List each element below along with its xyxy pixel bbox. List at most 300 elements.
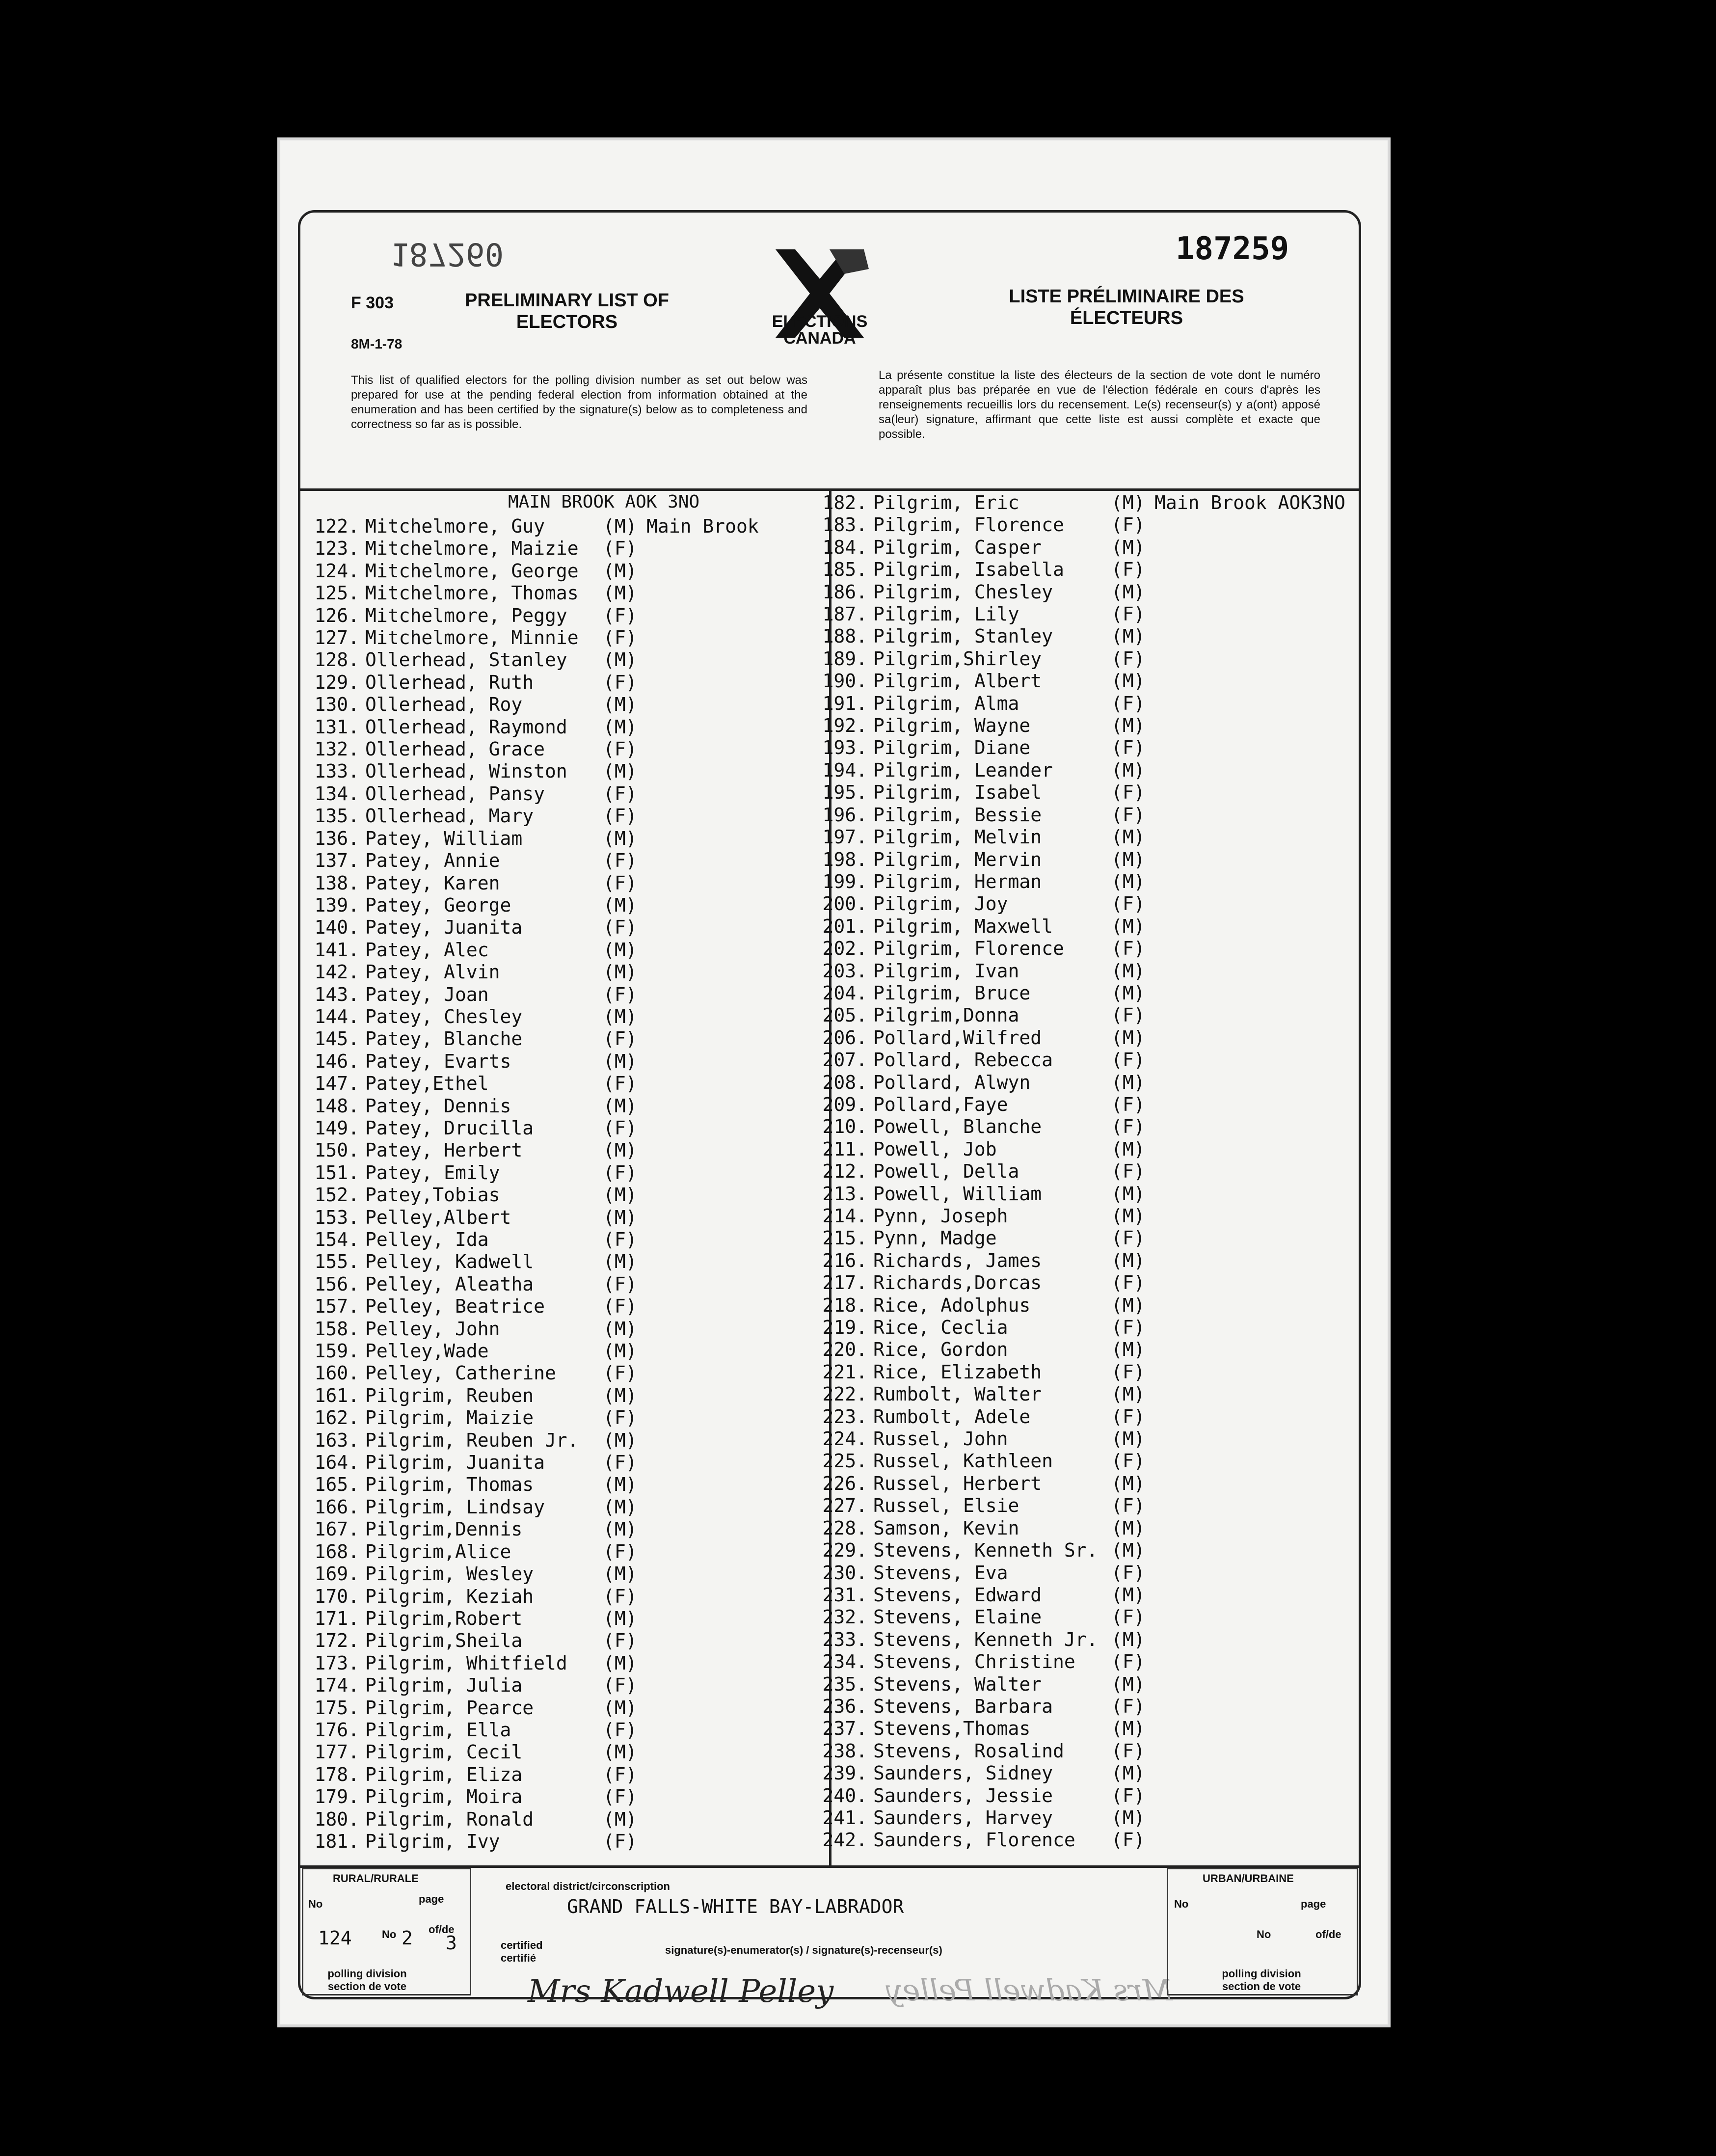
entry-number: 187. — [822, 603, 867, 625]
entry-number: 166. — [314, 1496, 359, 1518]
rural-box — [302, 1868, 471, 1995]
elector-gender: (F) — [603, 850, 637, 872]
elector-gender: (M) — [1111, 1428, 1145, 1450]
elector-name: Pilgrim, Ronald — [365, 1808, 534, 1830]
entry-number: 178. — [314, 1763, 359, 1785]
elector-entry — [807, 1473, 1345, 1495]
elector-gender: (M) — [1111, 1673, 1145, 1695]
elector-entry — [299, 1786, 759, 1808]
elector-name: Ollerhead, Grace — [365, 738, 545, 760]
elector-gender: (F) — [1111, 1272, 1145, 1294]
elector-gender: (M) — [603, 1050, 637, 1072]
elector-name: Rice, Elizabeth — [873, 1361, 1042, 1383]
entry-number: 188. — [822, 625, 867, 647]
rural-page-label: page — [419, 1893, 444, 1905]
elector-gender: (F) — [1111, 1651, 1145, 1673]
entry-number: 133. — [314, 760, 359, 782]
elector-gender: (M) — [1111, 960, 1145, 982]
elector-gender: (F) — [603, 1540, 637, 1563]
elector-entry — [807, 1383, 1345, 1405]
of-label: of/de — [429, 1923, 455, 1936]
elector-entry — [299, 828, 759, 850]
elector-name: Pilgrim, Julia — [365, 1674, 523, 1697]
elector-name: Stevens, Kenneth Sr. — [873, 1539, 1098, 1562]
elector-entry — [807, 1829, 1345, 1851]
elector-gender: (F) — [1111, 1160, 1145, 1183]
list-number: 187259 — [1176, 231, 1289, 267]
elector-name: Pilgrim, Florence — [873, 938, 1064, 960]
elector-name: Patey, Dennis — [365, 1095, 511, 1117]
elector-name: Powell, Della — [873, 1160, 1019, 1183]
elector-entry — [807, 1116, 1345, 1138]
elector-name: Pilgrim, Casper — [873, 536, 1042, 558]
entry-number: 160. — [314, 1362, 359, 1384]
entry-number: 169. — [314, 1563, 359, 1585]
elector-name: Patey, Alvin — [365, 961, 500, 983]
elector-entry — [299, 1808, 759, 1831]
elector-gender: (M) — [603, 1652, 637, 1674]
elector-name: Pilgrim, Eliza — [365, 1763, 523, 1785]
elector-entry — [807, 1294, 1345, 1317]
entry-number: 220. — [822, 1339, 867, 1361]
elector-name: Patey, Emily — [365, 1161, 500, 1184]
elector-name: Powell, William — [873, 1183, 1042, 1205]
elector-name: Stevens, Christine — [873, 1651, 1075, 1673]
elector-entry — [807, 1317, 1345, 1339]
elector-entry — [299, 627, 759, 649]
elector-name: Saunders, Florence — [873, 1829, 1075, 1851]
urban-page-label: page — [1301, 1898, 1326, 1910]
elector-name: Mitchelmore, Guy — [365, 515, 545, 537]
entry-number: 212. — [822, 1160, 867, 1183]
entry-number: 231. — [822, 1584, 867, 1606]
elector-name: Pilgrim,Alice — [365, 1540, 511, 1563]
title-english: PRELIMINARY LIST OF ELECTORS — [465, 290, 669, 332]
elector-name: Patey, Annie — [365, 850, 500, 872]
elector-entry — [807, 982, 1345, 1004]
entry-number: 130. — [314, 694, 359, 716]
elector-name: Pilgrim, Florence — [873, 514, 1064, 536]
entry-number: 210. — [822, 1116, 867, 1138]
entry-number: 221. — [822, 1361, 867, 1383]
elector-gender: (M) — [603, 1607, 637, 1629]
entry-number: 215. — [822, 1227, 867, 1249]
elector-name: Patey, Evarts — [365, 1050, 511, 1072]
elector-entry — [299, 538, 759, 560]
entry-number: 195. — [822, 782, 867, 804]
elector-entry — [807, 514, 1345, 536]
elector-name: Rice, Adolphus — [873, 1294, 1031, 1316]
entry-number: 242. — [822, 1829, 867, 1851]
elector-gender: (M) — [603, 1251, 637, 1273]
entry-number: 240. — [822, 1784, 867, 1806]
elector-entry — [807, 1495, 1345, 1517]
elector-gender: (M) — [1111, 1806, 1145, 1829]
elector-entry — [807, 1004, 1345, 1026]
elector-name: Ollerhead, Raymond — [365, 716, 567, 738]
entry-number: 129. — [314, 671, 359, 693]
signature-bleed-through: Mrs Kadwell Pelley — [886, 1973, 1173, 2008]
elector-name: Pilgrim, Eric — [873, 492, 1019, 513]
elector-entry — [807, 737, 1345, 759]
elector-gender: (M) — [1111, 1205, 1145, 1227]
entry-number: 123. — [314, 538, 359, 560]
elector-gender: (F) — [603, 1719, 637, 1741]
elector-name: Patey, Chesley — [365, 1005, 523, 1027]
elector-entry — [299, 1229, 759, 1251]
elector-gender: (M) — [1111, 1249, 1145, 1271]
elector-entry — [299, 1652, 759, 1674]
entry-number: 173. — [314, 1652, 359, 1674]
logo-text: ELECTIONS CANADA — [772, 312, 868, 348]
elector-name: Pilgrim, Wesley — [365, 1563, 534, 1585]
elector-entry — [299, 582, 759, 604]
elector-name: Pilgrim,Dennis — [365, 1518, 523, 1540]
elector-entry — [807, 1339, 1345, 1361]
elector-name: Pilgrim, Ivan — [873, 960, 1019, 982]
elector-gender: (F) — [603, 983, 637, 1005]
elector-name: Mitchelmore, Peggy — [365, 604, 567, 626]
elector-entry — [299, 1831, 759, 1853]
entry-number: 206. — [822, 1026, 867, 1049]
elector-name: Stevens, Walter — [873, 1673, 1042, 1695]
entry-number: 224. — [822, 1428, 867, 1450]
elector-name: Pollard,Faye — [873, 1093, 1008, 1115]
elector-gender: (M) — [1111, 670, 1145, 692]
elector-name: Pilgrim, Leander — [873, 759, 1053, 781]
elector-entry — [807, 1272, 1345, 1294]
elector-name: Stevens, Elaine — [873, 1606, 1042, 1628]
elector-name: Pilgrim,Robert — [365, 1607, 523, 1629]
elector-entry — [807, 1072, 1345, 1094]
entry-number: 132. — [314, 738, 359, 760]
entry-number: 232. — [822, 1606, 867, 1628]
entry-number: 234. — [822, 1651, 867, 1673]
elector-gender: (F) — [1111, 804, 1145, 826]
entry-number: 191. — [822, 692, 867, 714]
elector-name: Russel, John — [873, 1428, 1008, 1450]
elector-entry — [807, 1785, 1345, 1807]
elector-entry — [807, 1584, 1345, 1606]
entry-number: 202. — [822, 938, 867, 960]
elector-name: Pilgrim, Bessie — [873, 804, 1042, 826]
entry-number: 136. — [314, 827, 359, 849]
elector-name: Pilgrim, Whitfield — [365, 1652, 567, 1674]
entry-number: 198. — [822, 848, 867, 870]
elector-gender: (F) — [1111, 1317, 1145, 1339]
elector-gender: (M) — [1111, 1183, 1145, 1205]
elector-entry — [299, 1117, 759, 1139]
elector-gender: (F) — [603, 1674, 637, 1697]
elector-gender: (F) — [1111, 559, 1145, 581]
entry-number: 135. — [314, 805, 359, 827]
form-id: F 303 — [351, 294, 394, 312]
entry-number: 228. — [822, 1517, 867, 1539]
elector-name: Stevens,Thomas — [873, 1718, 1031, 1740]
elector-gender: (M) — [1111, 1517, 1145, 1539]
elector-name: Pilgrim, Thomas — [365, 1474, 534, 1496]
elector-entry — [807, 804, 1345, 826]
elector-entry — [299, 1362, 759, 1384]
entry-number: 148. — [314, 1095, 359, 1117]
entry-number: 183. — [822, 514, 867, 536]
elector-gender: (M) — [1111, 915, 1145, 937]
elector-entry — [807, 603, 1345, 625]
elector-gender: (F) — [603, 1452, 637, 1474]
elector-gender: (M) — [603, 939, 637, 961]
elector-name: Pilgrim,Donna — [873, 1004, 1019, 1026]
elector-name: Rumbolt, Walter — [873, 1383, 1042, 1405]
elector-entry — [299, 716, 759, 738]
elector-name: Stevens, Eva — [873, 1562, 1008, 1584]
elector-entry — [807, 1227, 1345, 1249]
entry-number: 229. — [822, 1539, 867, 1562]
entry-number: 138. — [314, 872, 359, 894]
entry-number: 227. — [822, 1495, 867, 1517]
elector-entry — [807, 1651, 1345, 1673]
elector-gender: (M) — [603, 1005, 637, 1027]
elector-entry — [807, 1406, 1345, 1428]
entry-number: 141. — [314, 939, 359, 961]
elector-name: Pilgrim, Cecil — [365, 1741, 523, 1763]
elector-entry — [299, 1630, 759, 1652]
entry-number: 134. — [314, 782, 359, 805]
elector-entry — [299, 1006, 759, 1028]
elector-gender: (F) — [603, 1117, 637, 1139]
elector-name: Pollard, Alwyn — [873, 1071, 1031, 1093]
elector-name: Pilgrim, Lindsay — [365, 1496, 545, 1518]
elector-name: Stevens, Barbara — [873, 1695, 1053, 1717]
elector-entry — [807, 1807, 1345, 1829]
elector-name: Russel, Kathleen — [873, 1450, 1053, 1472]
urban-polling-label: polling division section de vote — [1222, 1967, 1301, 1993]
entry-number: 153. — [314, 1206, 359, 1228]
elector-entry — [299, 1139, 759, 1161]
elector-entry — [807, 1562, 1345, 1584]
elector-entry — [807, 670, 1345, 692]
elector-gender: (F) — [1111, 737, 1145, 759]
electors-list-sheet — [277, 137, 1391, 2027]
elector-entry — [299, 1608, 759, 1630]
entry-number: 124. — [314, 560, 359, 582]
entry-number: 230. — [822, 1562, 867, 1584]
enumerator-signature: Mrs Kadwell Pelley — [528, 1973, 834, 2010]
elector-gender: (M) — [603, 961, 637, 983]
elector-name: Pelley, Ida — [365, 1229, 489, 1250]
elector-name: Pelley, Kadwell — [365, 1251, 534, 1273]
entry-number: 217. — [822, 1272, 867, 1294]
elector-entry — [807, 1428, 1345, 1450]
elector-gender: (F) — [1111, 1049, 1145, 1071]
elector-name: Pilgrim,Shirley — [873, 647, 1042, 670]
elector-name: Pollard, Rebecca — [873, 1049, 1053, 1071]
entry-number: 146. — [314, 1050, 359, 1072]
entry-number: 186. — [822, 581, 867, 603]
polling-number: 124 — [318, 1927, 352, 1949]
elector-name: Patey, Herbert — [365, 1139, 523, 1161]
entry-number: 190. — [822, 670, 867, 692]
elector-entry — [807, 648, 1345, 670]
entry-number: 152. — [314, 1184, 359, 1206]
note-french: La présente constitue la liste des électeurs de la section de vote dont le numéro apparaît plus bas préparée en vue de l'élection fédérale en cours d'après les renseignements recueillis lors du recensement. Le(s) recenseur(s) y a(ont) apposé sa(leur) signature, affirmant que cette liste est aussi complète et exacte que possible. — [879, 369, 1320, 441]
elector-gender: (F) — [603, 1073, 637, 1095]
elector-gender: (M) — [603, 1206, 637, 1228]
entry-number: 155. — [314, 1251, 359, 1273]
elector-name: Richards, James — [873, 1249, 1042, 1271]
elector-entry — [807, 960, 1345, 982]
elector-name: Patey,Ethel — [365, 1073, 489, 1095]
elector-name: Pilgrim, Melvin — [873, 826, 1042, 848]
urban-box — [1167, 1868, 1358, 1995]
elector-name: Pilgrim, Mervin — [873, 848, 1042, 870]
elector-gender: (M) — [603, 894, 637, 916]
entry-number: 237. — [822, 1718, 867, 1740]
elector-gender: (F) — [1111, 514, 1145, 536]
elector-gender: (F) — [1111, 1361, 1145, 1383]
elector-gender: (F) — [603, 1585, 637, 1607]
elector-entry — [299, 1518, 759, 1540]
entry-number: 236. — [822, 1695, 867, 1717]
elector-gender: (F) — [1111, 603, 1145, 625]
elector-entry — [299, 560, 759, 582]
elector-gender: (F) — [603, 916, 637, 939]
elector-name: Ollerhead, Ruth — [365, 671, 534, 693]
entry-number: 143. — [314, 983, 359, 1005]
entry-number: 127. — [314, 627, 359, 649]
entry-number: 158. — [314, 1318, 359, 1340]
elector-entry — [807, 1762, 1345, 1784]
entry-number: 201. — [822, 915, 867, 937]
elector-entry — [299, 1764, 759, 1786]
entry-number: 131. — [314, 716, 359, 738]
elector-entry — [299, 1207, 759, 1229]
elector-entry — [299, 1340, 759, 1362]
elector-gender: (F) — [603, 1786, 637, 1808]
elector-gender: (F) — [603, 805, 637, 827]
elector-gender: (M) — [603, 1697, 637, 1719]
entry-number: 205. — [822, 1004, 867, 1026]
elector-name: Pilgrim, Ella — [365, 1719, 511, 1741]
elector-name: Saunders, Jessie — [873, 1784, 1053, 1806]
elector-entry — [807, 1160, 1345, 1183]
elector-entry — [299, 939, 759, 961]
elector-entry — [299, 1051, 759, 1073]
elector-entry — [807, 849, 1345, 871]
elector-name: Pilgrim, Isabella — [873, 559, 1064, 581]
page-no-label: No — [382, 1928, 397, 1940]
elector-gender: (M) — [603, 560, 637, 582]
elector-gender: (M) — [603, 1563, 637, 1585]
entry-number: 199. — [822, 870, 867, 892]
elector-entry — [299, 1385, 759, 1407]
elector-locality: Main Brook — [646, 515, 759, 537]
elector-gender: (F) — [1111, 1495, 1145, 1517]
elector-gender: (F) — [1111, 1829, 1145, 1851]
elector-entry — [299, 783, 759, 805]
elector-gender: (F) — [1111, 1695, 1145, 1717]
district-value: GRAND FALLS-WHITE BAY-LABRADOR — [567, 1896, 904, 1917]
elector-entry — [299, 1273, 759, 1295]
elector-entry — [299, 1496, 759, 1518]
entry-number: 174. — [314, 1674, 359, 1697]
rural-polling-label: polling division section de vote — [327, 1967, 407, 1993]
note-english: This list of qualified electors for the polling division number as set out below was prepared for use at the pending federal election from information obtained at the enumeration and has been certified by the signature(s) below as to completeness and correctness so far as is possible. — [351, 374, 807, 431]
entry-number: 167. — [314, 1518, 359, 1540]
entry-number: 163. — [314, 1429, 359, 1451]
elector-gender: (F) — [603, 1229, 637, 1250]
entry-number: 189. — [822, 647, 867, 670]
elector-gender: (M) — [1111, 1472, 1145, 1494]
elector-name: Pilgrim, Albert — [873, 670, 1042, 692]
elector-entry — [299, 1429, 759, 1452]
elector-gender: (F) — [1111, 1450, 1145, 1472]
elector-name: Pelley, John — [365, 1318, 500, 1340]
elector-entry — [807, 1027, 1345, 1049]
entry-number: 151. — [314, 1161, 359, 1184]
elector-gender: (M) — [603, 515, 637, 537]
elector-entry — [807, 1718, 1345, 1740]
entry-number: 177. — [314, 1741, 359, 1763]
urban-label: URBAN/URBAINE — [1203, 1872, 1294, 1885]
elector-gender: (F) — [1111, 782, 1145, 804]
entry-number: 225. — [822, 1450, 867, 1472]
form-date: 8M-1-78 — [351, 336, 402, 351]
elector-entry — [299, 1407, 759, 1429]
elector-name: Pilgrim, Maizie — [365, 1407, 534, 1429]
entry-number: 145. — [314, 1028, 359, 1050]
elector-name: Stevens, Edward — [873, 1584, 1042, 1606]
rural-no-label: No — [308, 1898, 323, 1910]
elector-gender: (M) — [1111, 715, 1145, 737]
elector-name: Samson, Kevin — [873, 1517, 1019, 1539]
elector-gender: (F) — [1111, 1405, 1145, 1428]
elector-entry — [299, 1162, 759, 1184]
elector-name: Russel, Herbert — [873, 1472, 1042, 1494]
entry-number: 150. — [314, 1139, 359, 1161]
entry-number: 122. — [314, 515, 359, 537]
elector-name: Patey, Alec — [365, 939, 489, 961]
title-french: LISTE PRÉLIMINAIRE DES ÉLECTEURS — [1009, 286, 1244, 328]
elector-gender: (M) — [603, 649, 637, 671]
entry-number: 197. — [822, 826, 867, 848]
elector-entry — [299, 1184, 759, 1206]
entry-number: 126. — [314, 604, 359, 626]
elector-gender: (F) — [1111, 1093, 1145, 1115]
elector-entry — [807, 916, 1345, 938]
elector-name: Pelley, Beatrice — [365, 1295, 545, 1318]
elector-entry — [299, 961, 759, 983]
elector-name: Pelley,Albert — [365, 1206, 511, 1228]
elector-name: Saunders, Harvey — [873, 1806, 1053, 1829]
entry-number: 172. — [314, 1630, 359, 1652]
entry-number: 159. — [314, 1340, 359, 1362]
entry-number: 194. — [822, 759, 867, 781]
elector-entry — [807, 893, 1345, 915]
elector-entry — [807, 871, 1345, 893]
elector-entry — [807, 1094, 1345, 1116]
elector-name: Pilgrim,Sheila — [365, 1630, 523, 1652]
entry-number: 125. — [314, 582, 359, 604]
elector-name: Stevens, Rosalind — [873, 1740, 1064, 1762]
elector-name: Rumbolt, Adele — [873, 1405, 1031, 1428]
entry-number: 168. — [314, 1540, 359, 1563]
elector-gender: (F) — [603, 671, 637, 693]
elector-gender: (M) — [1111, 1628, 1145, 1650]
entry-number: 222. — [822, 1383, 867, 1405]
elector-entry — [807, 782, 1345, 804]
elector-entry — [807, 693, 1345, 715]
entry-number: 164. — [314, 1452, 359, 1474]
